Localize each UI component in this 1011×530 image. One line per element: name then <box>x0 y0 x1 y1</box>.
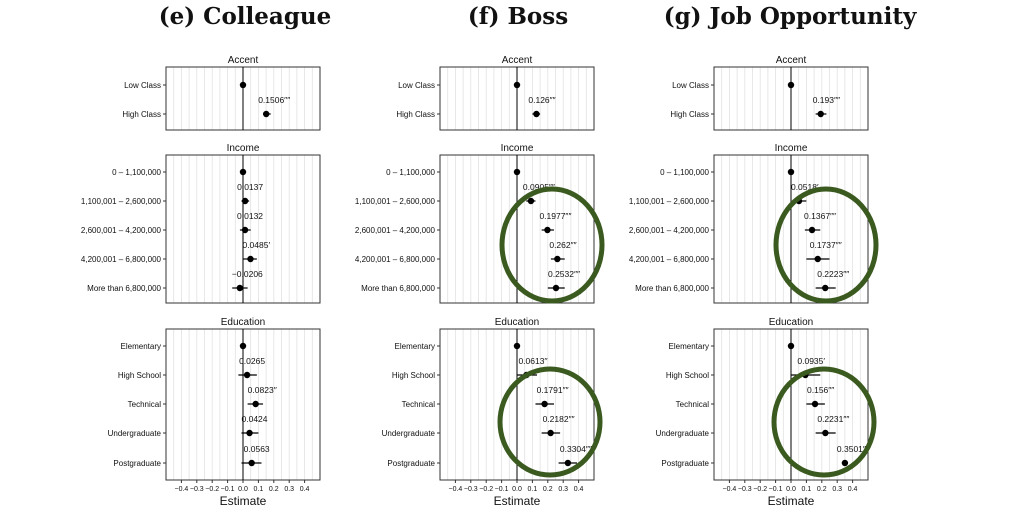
y-tick-label: 0 – 1,100,000 <box>660 168 709 177</box>
y-tick-label: Postgraduate <box>661 459 709 468</box>
estimate-point <box>246 430 252 436</box>
x-tick-label: 0.4 <box>847 486 858 493</box>
x-tick-label: 0.3 <box>832 486 843 493</box>
y-tick-label: 1,100,001 – 2,600,000 <box>80 197 161 206</box>
x-tick-label: 0.3 <box>284 486 295 493</box>
estimate-label: 0.0823′′ <box>247 385 277 395</box>
facet-accent <box>670 55 868 130</box>
x-tick-label: 0.1 <box>253 486 264 493</box>
estimate-point <box>842 460 848 466</box>
y-tick-label: High School <box>117 371 161 380</box>
facet-title: Accent <box>775 55 807 66</box>
y-tick-label: Undergraduate <box>381 429 435 438</box>
facet-education <box>108 317 320 480</box>
x-axis-title: Estimate <box>219 494 267 508</box>
estimate-point <box>809 227 815 233</box>
y-tick-label: More than 6,800,000 <box>87 284 161 293</box>
x-axis-title: Estimate <box>493 494 541 508</box>
estimate-label: 0.2182″″ <box>542 414 575 424</box>
estimate-label: 0.1791″″ <box>536 385 569 395</box>
x-tick-label: −0.4 <box>174 486 189 493</box>
y-tick-label: More than 6,800,000 <box>361 284 435 293</box>
facet-income <box>81 143 320 303</box>
estimate-point <box>237 285 243 291</box>
y-tick-label: High Class <box>396 110 435 119</box>
estimate-point <box>240 343 246 349</box>
y-tick-label: High School <box>665 371 709 380</box>
y-tick-label: Undergraduate <box>655 429 709 438</box>
estimate-point <box>565 460 571 466</box>
y-tick-label: Elementary <box>668 342 709 351</box>
y-tick-label: 0 – 1,100,000 <box>112 168 161 177</box>
estimate-point <box>788 169 794 175</box>
y-tick-label: 2,600,001 – 4,200,000 <box>354 226 435 235</box>
y-tick-label: Low Class <box>124 81 161 90</box>
x-tick-label: 0.0 <box>238 486 248 493</box>
estimate-label: 0.1737″″ <box>809 240 842 250</box>
estimate-label: 0.0905″″ <box>522 182 555 192</box>
estimate-point <box>244 372 250 378</box>
y-tick-label: More than 6,800,000 <box>635 284 709 293</box>
estimate-point <box>247 256 253 262</box>
estimate-label: 0.0137 <box>237 182 264 192</box>
estimate-label: 0.2532″″ <box>547 269 581 279</box>
facet-income <box>355 143 594 303</box>
y-tick-label: Undergraduate <box>107 429 161 438</box>
estimate-label: 0.0563 <box>243 444 270 454</box>
estimate-label: −0.0206 <box>231 269 263 279</box>
x-tick-label: 0.0 <box>786 486 796 493</box>
estimate-label: 0.1367″″ <box>804 211 837 221</box>
y-tick-label: 2,600,001 – 4,200,000 <box>628 226 709 235</box>
facet-accent <box>396 55 594 130</box>
estimate-label: 0.0935′ <box>797 356 825 366</box>
y-tick-label: 2,600,001 – 4,200,000 <box>80 226 161 235</box>
x-tick-label: 0.0 <box>512 486 522 493</box>
y-tick-label: Technical <box>401 400 435 409</box>
x-tick-label: −0.1 <box>768 486 783 493</box>
facet-title: Income <box>774 143 808 154</box>
facet-title: Accent <box>227 55 259 66</box>
y-tick-label: Postgraduate <box>387 459 435 468</box>
estimate-point <box>514 169 520 175</box>
y-tick-label: High School <box>391 371 435 380</box>
estimate-point <box>533 111 539 117</box>
x-tick-label: −0.3 <box>737 486 752 493</box>
facet-title: Income <box>226 143 260 154</box>
panel-3 <box>629 3 917 508</box>
estimate-label: 0.156″″ <box>807 385 835 395</box>
x-tick-label: −0.1 <box>494 486 509 493</box>
x-tick-label: −0.4 <box>722 486 737 493</box>
x-tick-label: 0.2 <box>542 486 553 493</box>
x-tick-label: 0.4 <box>573 486 584 493</box>
y-tick-label: 4,200,001 – 6,800,000 <box>80 255 161 264</box>
facet-income <box>629 143 868 303</box>
estimate-point <box>554 256 560 262</box>
estimate-point <box>818 111 824 117</box>
estimate-point <box>242 198 248 204</box>
y-tick-label: 1,100,001 – 2,600,000 <box>628 197 709 206</box>
estimate-point <box>248 460 254 466</box>
facet-title: Education <box>494 317 540 328</box>
estimate-point <box>514 82 520 88</box>
y-tick-label: Elementary <box>394 342 435 351</box>
x-axis-title: Estimate <box>767 494 815 508</box>
estimate-point <box>815 256 821 262</box>
estimate-label: 0.0613′′ <box>518 356 548 366</box>
x-tick-label: 0.2 <box>816 486 827 493</box>
estimate-point <box>541 401 547 407</box>
estimate-point <box>788 82 794 88</box>
x-tick-label: −0.1 <box>220 486 235 493</box>
y-tick-label: Low Class <box>672 81 709 90</box>
x-tick-label: 0.3 <box>558 486 569 493</box>
estimate-label: 0.262″″ <box>549 240 577 250</box>
estimate-point <box>547 430 553 436</box>
x-tick-label: −0.2 <box>479 486 494 493</box>
estimate-point <box>553 285 559 291</box>
estimate-label: 0.126″″ <box>528 95 556 105</box>
y-tick-label: 1,100,001 – 2,600,000 <box>354 197 435 206</box>
y-tick-label: 4,200,001 – 6,800,000 <box>354 255 435 264</box>
estimate-point <box>252 401 258 407</box>
x-tick-label: 0.1 <box>801 486 812 493</box>
facet-accent <box>122 55 320 130</box>
facet-education <box>382 317 594 480</box>
estimate-label: 0.0485′ <box>242 240 271 250</box>
estimate-point <box>514 343 520 349</box>
estimate-point <box>263 111 269 117</box>
estimate-point <box>788 343 794 349</box>
y-tick-label: Elementary <box>120 342 161 351</box>
estimate-point <box>242 227 248 233</box>
x-tick-label: 0.1 <box>527 486 538 493</box>
estimate-point <box>822 430 828 436</box>
y-tick-label: Low Class <box>398 81 435 90</box>
estimate-label: 0.2231″″ <box>817 414 850 424</box>
panel-title: (g) Job Opportunity <box>663 3 917 30</box>
facet-title: Income <box>500 143 534 154</box>
x-tick-label: −0.4 <box>448 486 463 493</box>
y-tick-label: 4,200,001 – 6,800,000 <box>628 255 709 264</box>
facet-title: Education <box>220 317 266 328</box>
x-tick-label: 0.4 <box>299 486 310 493</box>
estimate-point <box>528 198 534 204</box>
estimate-label: 0.1977″″ <box>539 211 572 221</box>
x-tick-label: −0.2 <box>753 486 768 493</box>
panel-title: (f) Boss <box>467 3 569 30</box>
x-tick-label: −0.2 <box>205 486 220 493</box>
x-tick-label: −0.3 <box>463 486 478 493</box>
y-tick-label: 0 – 1,100,000 <box>386 168 435 177</box>
estimate-point <box>240 169 246 175</box>
estimate-label: 0.1506″″ <box>258 95 291 105</box>
x-tick-label: −0.3 <box>189 486 204 493</box>
estimate-point <box>544 227 550 233</box>
y-tick-label: High Class <box>122 110 161 119</box>
estimate-label: 0.193″″ <box>812 95 841 105</box>
estimate-label: 0.0518′ <box>790 182 819 192</box>
estimate-point <box>812 401 818 407</box>
estimate-label: 0.3501″″ <box>836 444 869 454</box>
estimate-label: 0.3304″″ <box>559 444 592 454</box>
estimate-point <box>822 285 828 291</box>
y-tick-label: High Class <box>670 110 709 119</box>
y-tick-label: Technical <box>675 400 709 409</box>
facet-education <box>656 317 869 480</box>
y-tick-label: Postgraduate <box>113 459 161 468</box>
panel-2 <box>355 3 602 508</box>
estimate-label: 0.0265 <box>239 356 266 366</box>
facet-title: Education <box>768 317 814 328</box>
x-tick-label: 0.2 <box>268 486 279 493</box>
facet-title: Accent <box>501 55 533 66</box>
estimate-point <box>240 82 246 88</box>
panel-title: (e) Colleague <box>158 3 332 30</box>
estimate-label: 0.0132 <box>237 211 264 221</box>
panel-1 <box>81 3 331 508</box>
estimate-label: 0.0424 <box>241 414 268 424</box>
y-tick-label: Technical <box>127 400 161 409</box>
estimate-label: 0.2223″″ <box>817 269 850 279</box>
